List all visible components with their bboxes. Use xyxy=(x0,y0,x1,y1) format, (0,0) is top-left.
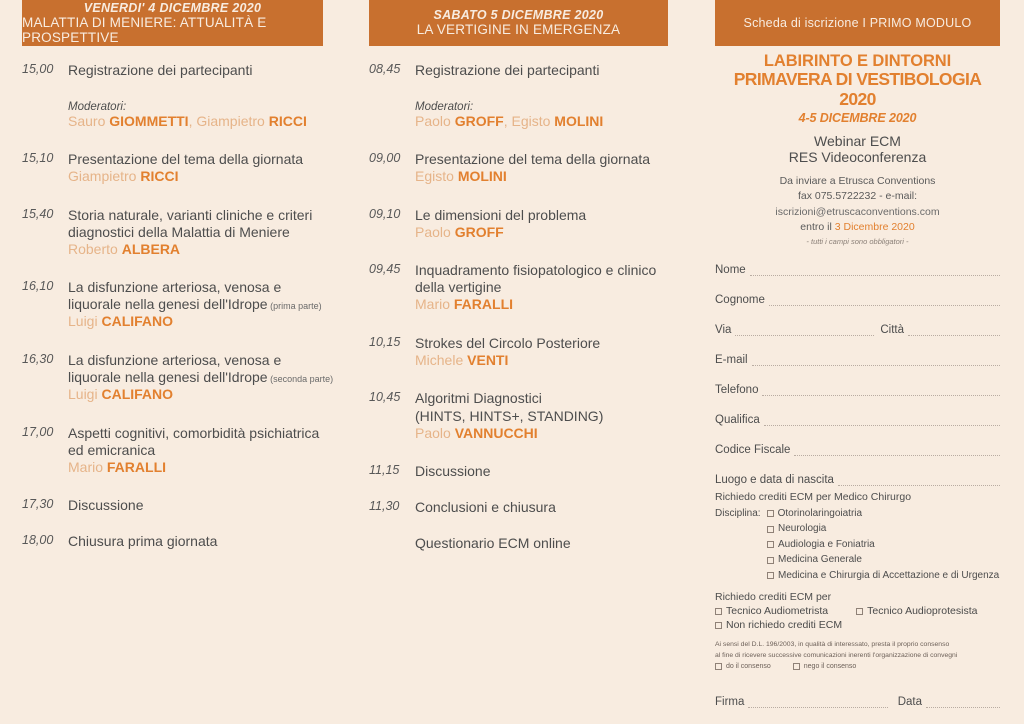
speaker-firstname: Luigi xyxy=(68,313,102,330)
discipline-name[interactable]: Medicina Generale xyxy=(778,554,862,566)
program-item-body xyxy=(415,535,684,552)
field-label: Luogo e data di nascita xyxy=(715,474,834,487)
program-item-body xyxy=(68,279,340,331)
label-consent-no[interactable]: nego il consenso xyxy=(803,663,857,671)
program-item-body xyxy=(415,463,684,480)
moderator-2-last: MOLINI xyxy=(554,113,604,130)
program-item-title: Storia naturale, varianti cliniche e criteri xyxy=(68,206,313,223)
program-item xyxy=(22,425,340,477)
program-item-body xyxy=(415,207,684,242)
submission-deadline xyxy=(715,220,1000,235)
program-item-time: 17,00 xyxy=(22,424,54,439)
program-item-title-line2: della vertigine xyxy=(415,279,502,296)
program-item-time: 09,00 xyxy=(369,151,401,166)
event-format-line1: Webinar ECM xyxy=(814,132,901,149)
program-item xyxy=(22,207,340,259)
program-item-title: Presentazione del tema della giornata xyxy=(68,151,304,168)
discipline-name[interactable]: Neurologia xyxy=(778,523,827,535)
field-input-line-secondary[interactable] xyxy=(908,325,1000,336)
moderators-block xyxy=(415,101,684,129)
program-item xyxy=(22,279,340,331)
speaker-lastname: GROFF xyxy=(454,223,504,240)
privacy-line2: al fine di ricevere successive comunicazioni inerenti l'organizzazione di convegni xyxy=(715,651,958,659)
checkbox-audiometrista-icon[interactable] xyxy=(715,608,722,615)
discipline-name[interactable]: Otorinolaringoiatria xyxy=(777,507,863,519)
program-item xyxy=(22,497,340,514)
field-label: E-mail xyxy=(715,354,748,367)
event-title-dates: 4-5 DICEMBRE 2020 xyxy=(798,110,917,125)
speaker-lastname: VENTI xyxy=(467,351,509,368)
moderators-block xyxy=(68,101,340,129)
program-item-title: Strokes del Circolo Posteriore xyxy=(415,334,601,351)
discipline-option[interactable] xyxy=(715,521,1000,537)
speaker-lastname: RICCI xyxy=(140,168,179,185)
event-title-line2: PRIMAVERA DI VESTIBOLOGIA 2020 xyxy=(733,69,982,110)
program-item xyxy=(369,463,684,480)
event-format xyxy=(715,133,1000,167)
field-label-secondary: Città xyxy=(880,324,904,337)
program-item-speaker xyxy=(68,459,340,477)
privacy-notice xyxy=(715,640,1000,661)
discipline-name[interactable]: Audiologia e Foniatria xyxy=(778,538,875,550)
speaker-lastname: FARALLI xyxy=(453,296,514,313)
deadline-prefix: entro il xyxy=(800,220,835,233)
day2-header-theme: LA VERTIGINE IN EMERGENZA xyxy=(416,22,621,38)
date-label: Data xyxy=(897,696,922,709)
program-item-speaker xyxy=(68,241,340,259)
program-item-time: 15,40 xyxy=(22,206,54,221)
discipline-label: Disciplina: xyxy=(715,507,761,519)
program-item-title-line2: ed emicranica xyxy=(68,441,156,458)
moderator-2-first: Giampietro xyxy=(196,113,269,130)
checkbox-consent-no-icon[interactable] xyxy=(793,663,800,670)
speaker-firstname: Paolo xyxy=(415,223,455,240)
moderators-separator: , xyxy=(503,113,512,130)
program-item-time: 10,15 xyxy=(369,334,401,349)
program-item-speaker xyxy=(68,168,340,186)
moderator-1-first: Sauro xyxy=(68,113,110,130)
program-item-part-note: (prima parte) xyxy=(267,301,322,312)
program-item-speaker xyxy=(415,296,684,314)
form-field-row xyxy=(715,456,1000,486)
program-item xyxy=(369,535,684,552)
mandatory-fields-note: - tutti i campi sono obbligatori - xyxy=(806,237,909,247)
program-item-time: 15,10 xyxy=(22,151,54,166)
field-input-line[interactable] xyxy=(769,295,1000,306)
submission-contacts xyxy=(715,189,1000,219)
program-item-title: Le dimensioni del problema xyxy=(415,206,587,223)
checkbox-discipline-icon[interactable] xyxy=(767,572,774,579)
program-item xyxy=(22,151,340,186)
signature-input[interactable] xyxy=(748,697,887,708)
program-item xyxy=(369,207,684,242)
submission-recipient: Da inviare a Etrusca Conventions xyxy=(779,175,936,188)
program-item-speaker xyxy=(415,224,684,242)
speaker-firstname: Egisto xyxy=(415,168,458,185)
discipline-checkbox-group xyxy=(715,506,1000,584)
speaker-firstname: Mario xyxy=(415,296,454,313)
field-input-line[interactable] xyxy=(764,415,1000,426)
program-item xyxy=(369,62,684,79)
field-label: Qualifica xyxy=(715,414,760,427)
day2-header-date: SABATO 5 DICEMBRE 2020 xyxy=(433,8,604,23)
checkbox-audioprotesista-icon[interactable] xyxy=(856,608,863,615)
program-item-time: 15,00 xyxy=(22,62,54,76)
label-consent-yes[interactable]: do il consenso xyxy=(726,663,771,671)
program-item-body xyxy=(415,151,684,186)
program-item xyxy=(22,533,340,550)
speaker-lastname: MOLINI xyxy=(457,168,507,185)
program-item-time: 11,30 xyxy=(369,499,400,514)
form-field-row xyxy=(715,306,1000,336)
program-item-body xyxy=(415,62,684,79)
speaker-lastname: FARALLI xyxy=(106,458,167,475)
program-item-title: La disfunzione arteriosa, venosa e xyxy=(68,351,282,368)
program-item-speaker xyxy=(68,313,340,331)
field-label: Telefono xyxy=(715,384,759,397)
program-item-title: Questionario ECM online xyxy=(415,535,571,552)
program-item-time: 08,45 xyxy=(369,62,401,76)
program-item-time: 18,00 xyxy=(22,533,54,548)
program-item-title: Registrazione dei partecipanti xyxy=(415,62,600,78)
checkbox-discipline-icon[interactable] xyxy=(767,541,774,548)
moderators-label: Moderatori: xyxy=(415,101,474,114)
program-item-title: Discussione xyxy=(415,463,491,480)
registration-form-column xyxy=(715,52,1000,708)
privacy-line1: Ai sensi del D.L. 196/2003, in qualità di interessato, presta il proprio consenso xyxy=(715,641,950,649)
checkbox-consent-yes-icon[interactable] xyxy=(715,663,722,670)
program-item xyxy=(369,499,684,516)
technician-options-row xyxy=(715,605,1000,617)
field-label: Codice Fiscale xyxy=(715,444,791,457)
program-item xyxy=(369,151,684,186)
speaker-firstname: Luigi xyxy=(68,386,102,403)
program-item-body xyxy=(68,497,340,514)
no-credits-row xyxy=(715,619,1000,631)
program-item-body xyxy=(68,207,340,259)
program-item-title: Inquadramento fisiopatologico e clinico xyxy=(415,262,657,279)
label-non-richiedo-crediti[interactable]: Non richiedo crediti ECM xyxy=(726,619,843,632)
form-field-row xyxy=(715,276,1000,306)
program-item-body xyxy=(415,262,684,314)
moderators-separator: , xyxy=(188,113,197,130)
program-item-time: 16,30 xyxy=(22,351,54,366)
checkbox-discipline-icon[interactable] xyxy=(767,557,774,564)
program-item-title: La disfunzione arteriosa, venosa e xyxy=(68,279,282,296)
day1-header-theme: MALATTIA DI MENIERE: ATTUALITÀ E PROSPETTIVE xyxy=(22,14,267,45)
program-item-time: 16,10 xyxy=(22,279,54,294)
ecm-physician-header: Richiedo crediti ECM per Medico Chirurgo xyxy=(715,491,912,504)
day2-program-column xyxy=(369,62,684,552)
ecm-technician-header: Richiedo crediti ECM per xyxy=(715,591,832,604)
moderator-2-first: Egisto xyxy=(511,113,555,130)
speaker-lastname: ALBERA xyxy=(121,240,181,257)
fax-number: fax 075.5722232 xyxy=(797,190,877,203)
form-field-row xyxy=(715,366,1000,396)
checkbox-discipline-icon[interactable] xyxy=(767,510,774,517)
signature-row xyxy=(715,686,1000,708)
program-item-title-line2: liquorale nella genesi dell'Idrope (seconda parte) xyxy=(68,369,334,386)
moderator-1-first: Paolo xyxy=(415,113,455,130)
form-field-row xyxy=(715,396,1000,426)
discipline-option[interactable] xyxy=(715,506,1000,522)
program-item-title-line2: diagnostici della Malattia di Meniere xyxy=(68,223,290,240)
field-input-line[interactable] xyxy=(750,265,1000,276)
registration-event-title xyxy=(715,52,1000,125)
program-item-title: Aspetti cognitivi, comorbidità psichiatrica xyxy=(68,424,320,441)
program-item-speaker xyxy=(68,386,340,404)
program-item-body xyxy=(415,335,684,370)
program-item-body xyxy=(68,425,340,477)
program-item-time: 10,45 xyxy=(369,390,401,405)
discipline-name[interactable]: Medicina e Chirurgia di Accettazione e di Urgenza xyxy=(778,569,1000,581)
program-item-title: Algoritmi Diagnostici xyxy=(415,390,542,407)
program-item-title: Conclusioni e chiusura xyxy=(415,499,556,516)
event-title-line1: LABIRINTO E DINTORNI xyxy=(763,52,952,70)
program-item-title-line2: (HINTS, HINTS+, STANDING) xyxy=(415,407,604,424)
field-input-line[interactable] xyxy=(762,385,1000,396)
discipline-option[interactable] xyxy=(715,552,1000,568)
speaker-firstname: Giampietro xyxy=(68,168,141,185)
program-item-body xyxy=(68,62,340,79)
date-input[interactable] xyxy=(926,697,1000,708)
program-item-title-line2: liquorale nella genesi dell'Idrope (prima parte) xyxy=(68,296,322,313)
program-item-body xyxy=(68,151,340,186)
program-item-time: 09,45 xyxy=(369,262,401,277)
speaker-firstname: Roberto xyxy=(68,240,122,257)
program-item-body xyxy=(68,533,340,550)
moderators-names xyxy=(68,113,340,129)
day1-program-column xyxy=(22,62,340,550)
field-input-line[interactable] xyxy=(794,445,1000,456)
field-label: Nome xyxy=(715,264,746,277)
field-input-line[interactable] xyxy=(752,355,1000,366)
program-item xyxy=(369,262,684,314)
program-item-time: 09,10 xyxy=(369,206,401,221)
program-item xyxy=(22,62,340,79)
field-input-line[interactable] xyxy=(735,325,874,336)
consent-options-row xyxy=(715,663,1000,670)
signature-label: Firma xyxy=(715,696,745,709)
program-item-title: Presentazione del tema della giornata xyxy=(415,151,651,168)
day1-header-date: VENERDI' 4 DICEMBRE 2020 xyxy=(83,0,262,15)
moderator-2-last: RICCI xyxy=(268,113,307,130)
day2-header-bar xyxy=(369,0,668,46)
event-format-line2: RES Videoconferenza xyxy=(788,149,927,166)
program-item-speaker xyxy=(415,168,684,186)
program-item-body xyxy=(415,499,684,516)
label-tecnico-audiometrista[interactable]: Tecnico Audiometrista xyxy=(726,605,829,618)
moderator-1-last: GROFF xyxy=(454,113,504,130)
program-item xyxy=(22,352,340,404)
checkbox-discipline-icon[interactable] xyxy=(767,526,774,533)
program-item-title: Discussione xyxy=(68,497,144,514)
moderators-names xyxy=(415,113,684,129)
form-field-row xyxy=(715,246,1000,276)
speaker-firstname: Mario xyxy=(68,458,107,475)
program-item-speaker xyxy=(415,352,684,370)
registration-header-bar xyxy=(715,0,1000,46)
speaker-lastname: CALIFANO xyxy=(101,313,174,330)
moderators-label: Moderatori: xyxy=(68,101,127,114)
program-item-time: 11,15 xyxy=(369,463,400,478)
form-field-row xyxy=(715,426,1000,456)
speaker-firstname: Paolo xyxy=(415,424,455,441)
deadline-date: 3 Dicembre 2020 xyxy=(834,220,915,233)
checkbox-no-credits-icon[interactable] xyxy=(715,622,722,629)
field-input-line[interactable] xyxy=(838,475,1000,486)
field-label: Via xyxy=(715,324,732,337)
submission-instructions xyxy=(715,174,1000,235)
program-item-title: Chiusura prima giornata xyxy=(68,533,218,550)
speaker-lastname: VANNUCCHI xyxy=(454,424,538,441)
program-item xyxy=(369,335,684,370)
contact-separator: - e-mail: xyxy=(876,190,918,203)
program-item-body xyxy=(68,352,340,404)
form-fields-group xyxy=(715,246,1000,486)
speaker-lastname: CALIFANO xyxy=(101,386,174,403)
program-item-speaker xyxy=(415,425,684,443)
email-address: iscrizioni@etruscaconventions.com xyxy=(775,205,940,218)
day1-header-bar xyxy=(22,0,323,46)
field-label: Cognome xyxy=(715,294,765,307)
registration-header-title: Scheda di iscrizione I PRIMO MODULO xyxy=(743,16,972,30)
discipline-option[interactable] xyxy=(715,537,1000,553)
form-field-row xyxy=(715,336,1000,366)
program-item-time: 17,30 xyxy=(22,497,54,512)
discipline-option[interactable] xyxy=(715,568,1000,584)
program-item-body xyxy=(415,390,684,442)
speaker-firstname: Michele xyxy=(415,351,468,368)
program-item xyxy=(369,390,684,442)
program-item-part-note: (seconda parte) xyxy=(267,374,334,385)
label-tecnico-audioprotesista[interactable]: Tecnico Audioprotesista xyxy=(867,605,978,618)
moderator-1-last: GIOMMETTI xyxy=(109,113,189,130)
program-item-title: Registrazione dei partecipanti xyxy=(68,62,253,78)
